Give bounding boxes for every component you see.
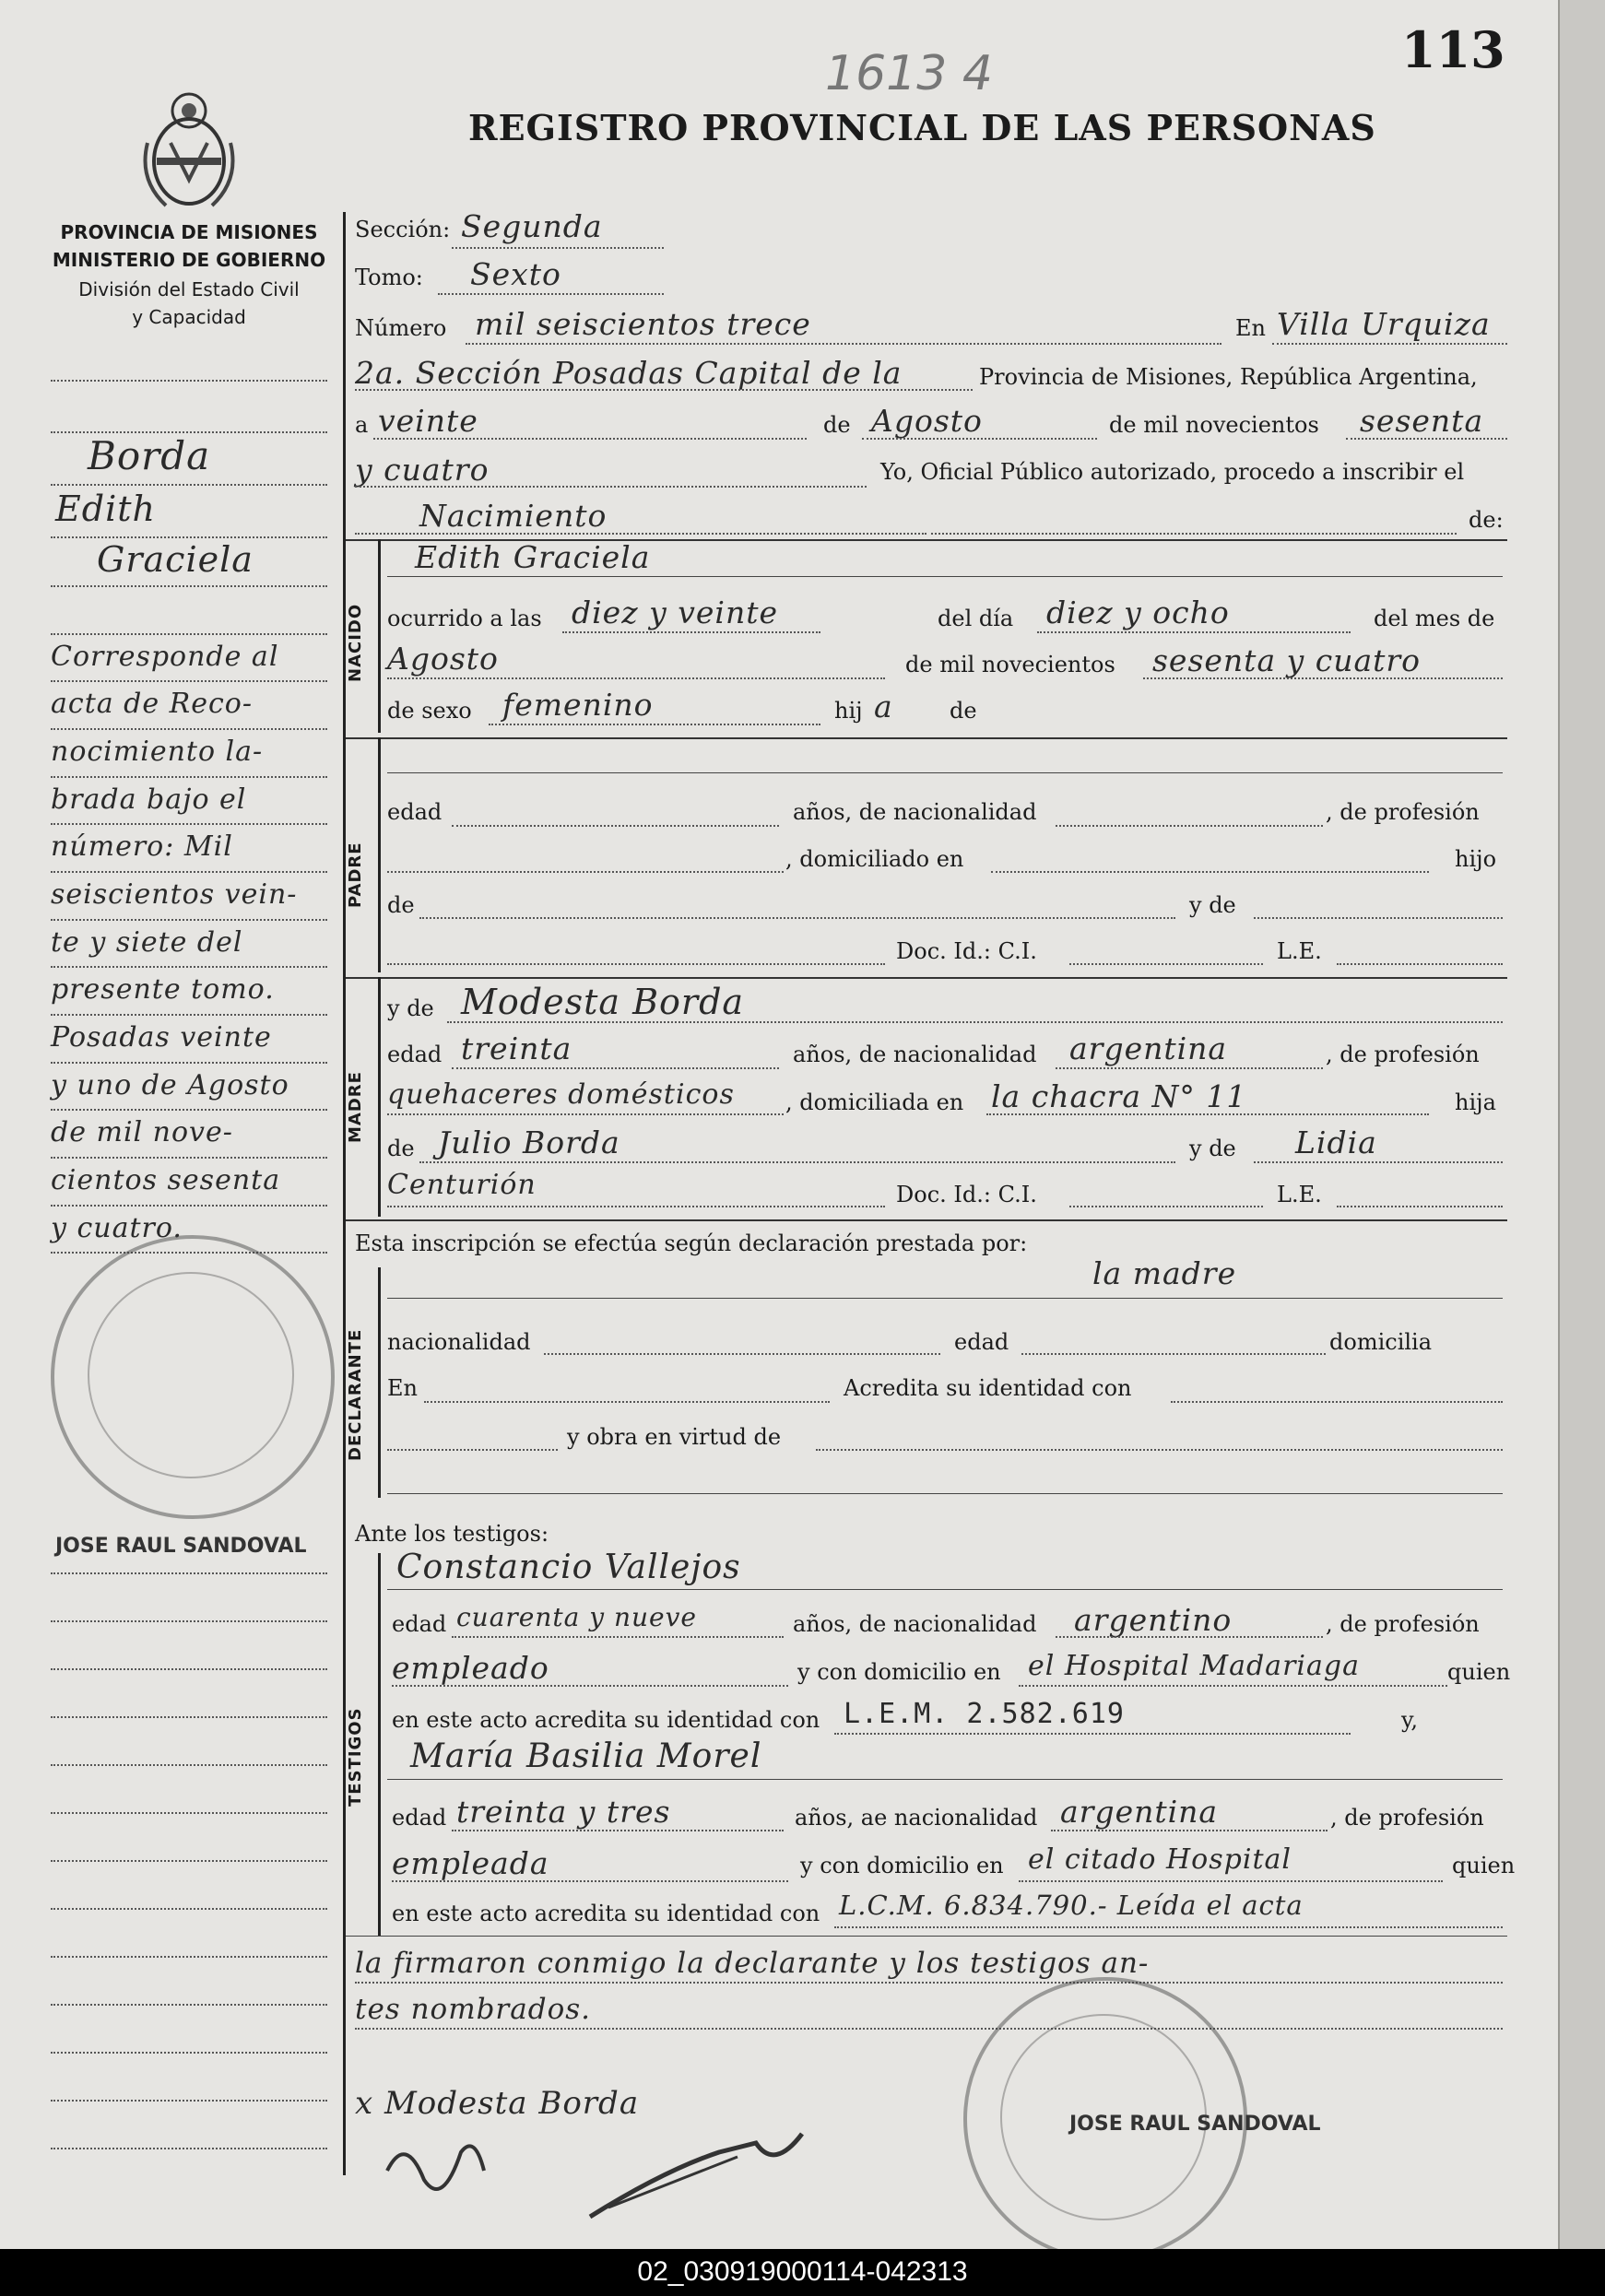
section-label-nacido: NACIDO <box>346 603 365 682</box>
label-a: a <box>355 412 369 438</box>
label-de-colon: de: <box>1469 507 1504 533</box>
entry-madre-de-madre: Lidia <box>1295 1124 1377 1160</box>
label-doc-madre: Doc. Id.: C.I. <box>896 1182 1037 1207</box>
section-label-testigos: TESTIGOS <box>346 1707 365 1807</box>
label-de-padres: de <box>950 698 977 724</box>
entry-profesion-testigo-2: empleada <box>392 1845 549 1881</box>
entry-domicilio-testigo-2: el citado Hospital <box>1028 1843 1292 1876</box>
label-de-madre: de <box>387 1136 415 1161</box>
label-anos-nac-testigo-2: años, ae nacionalidad <box>795 1805 1038 1831</box>
label-domiciliado-padre: , domiciliado en <box>785 846 964 872</box>
label-provincia: Provincia de Misiones, República Argentina, <box>979 364 1478 390</box>
signature-madre: x Modesta Borda <box>355 2085 640 2122</box>
stamp-signatory-name: JOSE RAUL SANDOVAL <box>55 1535 307 1558</box>
label-doc-padre: Doc. Id.: C.I. <box>896 938 1037 964</box>
label-y-de-madre-madre: y de <box>1189 1136 1236 1161</box>
label-edad-padre: edad <box>387 799 443 825</box>
label-ante-testigos: Ante los testigos: <box>355 1521 549 1547</box>
margin-note-line: te y siete del <box>51 926 243 959</box>
label-seccion: Sección: <box>355 217 451 242</box>
entry-domicilio-madre: la chacra N° 11 <box>991 1078 1247 1114</box>
label-domicilio-testigo-1: y con domicilio en <box>797 1659 1001 1685</box>
label-acredita-testigo-1: en este acto acredita su identidad con <box>392 1707 820 1733</box>
label-del-dia: del día <box>938 606 1014 631</box>
label-inscripcion: Esta inscripción se efectúa según declaración prestada por: <box>355 1230 1028 1256</box>
label-edad-testigo-2: edad <box>392 1805 447 1831</box>
entry-seccion: Segunda <box>461 208 603 244</box>
entry-hij-suffix: a <box>874 689 893 724</box>
label-quien-testigo-1: quien <box>1447 1659 1511 1685</box>
label-quien-testigo-2: quien <box>1452 1853 1516 1878</box>
column-divider <box>343 212 346 2175</box>
adjacent-page-edge <box>1558 0 1605 2249</box>
label-nacionalidad-declarante: nacionalidad <box>387 1329 531 1355</box>
entry-numero: mil seiscientos trece <box>475 306 811 342</box>
label-le-madre: L.E. <box>1277 1182 1322 1207</box>
label-profesion-testigo-2: , de profesión <box>1330 1805 1484 1831</box>
entry-edad-madre: treinta <box>461 1030 572 1066</box>
entry-nac-madre: argentina <box>1069 1030 1228 1066</box>
scan-file-id: 02_030919000114-042313 <box>637 2256 968 2287</box>
label-y-comma: y, <box>1401 1707 1418 1733</box>
entry-hora: diez y veinte <box>572 595 778 630</box>
ministry-heading: MINISTERIO DE GOBIERNO <box>52 249 326 271</box>
entry-mes-nacimiento: Agosto <box>387 641 499 677</box>
signature-scribbles-icon <box>369 2115 1033 2226</box>
label-domicilia-declarante: domicilia <box>1329 1329 1433 1355</box>
label-en: En <box>1235 315 1266 341</box>
entry-cierre-1: la firmaron conmigo la declarante y los testigos an- <box>355 1947 1150 1980</box>
label-de-mil-novecientos-nac: de mil novecientos <box>905 652 1115 677</box>
entry-nac-testigo-2: argentina <box>1060 1794 1219 1830</box>
entry-nac-testigo-1: argentino <box>1074 1602 1233 1638</box>
margin-note-line: seiscientos vein- <box>51 878 298 911</box>
entry-profesion-madre: quehaceres domésticos <box>387 1078 735 1111</box>
label-de-sexo: de sexo <box>387 698 472 724</box>
entry-madre-de-madre-apellido: Centurión <box>387 1169 537 1201</box>
folio-number: 113 <box>1401 20 1505 79</box>
stamp-signatory-name-right: JOSE RAUL SANDOVAL <box>1069 2113 1321 2136</box>
entry-anio-nacimiento: sesenta y cuatro <box>1152 642 1422 678</box>
entry-lugar-2: 2a. Sección Posadas Capital de la <box>355 355 903 391</box>
label-domicilio-testigo-2: y con domicilio en <box>800 1853 1004 1878</box>
entry-dia-nacimiento: diez y ocho <box>1046 595 1230 630</box>
coat-of-arms-icon <box>138 88 240 212</box>
label-en-declarante: En <box>387 1375 418 1401</box>
margin-note-line: presente tomo. <box>51 973 275 1006</box>
page-title: REGISTRO PROVINCIAL DE LAS PERSONAS <box>468 107 1376 148</box>
label-hija: hija <box>1455 1089 1496 1115</box>
label-oficial-publico: Yo, Oficial Público autorizado, procedo a inscribir el <box>880 459 1465 485</box>
label-de-padre: de <box>387 892 415 918</box>
entry-doc-testigo-2: L.C.M. 6.834.790.- Leída el acta <box>839 1890 1304 1921</box>
label-edad-declarante: edad <box>954 1329 1009 1355</box>
entry-anio-acta-2: y cuatro <box>355 452 490 488</box>
label-y-obra: y obra en virtud de <box>567 1424 782 1450</box>
label-de: de <box>823 412 851 438</box>
section-label-declarante: DECLARANTE <box>346 1328 365 1461</box>
margin-given-name-1: Edith <box>55 489 156 529</box>
margin-note-line: acta de Reco- <box>51 688 254 720</box>
entry-doc-testigo-1: L.E.M. 2.582.619 <box>844 1698 1125 1730</box>
label-y-de-padre: y de <box>1189 892 1236 918</box>
entry-dia-acta: veinte <box>378 403 478 439</box>
entry-sexo: femenino <box>502 687 654 723</box>
entry-tomo: Sexto <box>470 256 561 292</box>
entry-cierre-2: tes nombrados. <box>355 1993 592 2026</box>
division-heading: División del Estado Civil <box>78 278 300 300</box>
label-ocurrido: ocurrido a las <box>387 606 542 631</box>
label-hijo: hijo <box>1455 846 1497 872</box>
label-tomo: Tomo: <box>355 265 423 290</box>
entry-lugar-1: Villa Urquiza <box>1277 306 1491 342</box>
margin-note-line: Posadas veinte <box>51 1021 272 1054</box>
entry-edad-testigo-2: treinta y tres <box>456 1794 671 1830</box>
label-numero: Número <box>355 315 447 341</box>
entry-testigo-1: Constancio Vallejos <box>396 1548 741 1586</box>
label-acredita-declarante: Acredita su identidad con <box>844 1375 1132 1401</box>
label-acredita-testigo-2: en este acto acredita su identidad con <box>392 1901 820 1926</box>
entry-edad-testigo-1: cuarenta y nueve <box>456 1602 697 1632</box>
entry-profesion-testigo-1: empleado <box>392 1650 549 1686</box>
label-del-mes: del mes de <box>1374 606 1495 631</box>
entry-nombre-madre: Modesta Borda <box>461 982 745 1022</box>
label-anos-nac-testigo-1: años, de nacionalidad <box>793 1611 1037 1637</box>
margin-surname: Borda <box>88 433 211 478</box>
capacity-heading: y Capacidad <box>132 306 246 328</box>
entry-declarante: la madre <box>1092 1255 1237 1291</box>
label-profesion-padre: , de profesión <box>1326 799 1480 825</box>
margin-given-name-2: Graciela <box>97 539 254 580</box>
margin-note-line: brada bajo el <box>51 783 247 816</box>
label-anos-nac-madre: años, de nacionalidad <box>793 1042 1037 1067</box>
label-edad-testigo-1: edad <box>392 1611 447 1637</box>
province-heading: PROVINCIA DE MISIONES <box>60 221 318 243</box>
entry-mes-acta: Agosto <box>871 403 983 439</box>
label-hij: hij <box>834 698 863 724</box>
label-de-mil-novecientos: de mil novecientos <box>1109 412 1319 438</box>
entry-tipo-acto: Nacimiento <box>419 498 608 534</box>
margin-note-line: nocimiento la- <box>51 736 264 768</box>
margin-note-line: Corresponde al <box>51 641 279 673</box>
margin-note-line: número: Mil <box>51 830 233 863</box>
label-le-padre: L.E. <box>1277 938 1322 964</box>
margin-note-line: y uno de Agosto <box>51 1069 289 1101</box>
label-edad-madre: edad <box>387 1042 443 1067</box>
entry-nombre-nacido: Edith Graciela <box>415 539 651 575</box>
entry-domicilio-testigo-1: el Hospital Madariaga <box>1028 1650 1360 1682</box>
entry-anio-acta-1: sesenta <box>1360 403 1484 439</box>
label-profesion-madre: , de profesión <box>1326 1042 1480 1067</box>
margin-note-line: y cuatro. <box>51 1212 183 1244</box>
label-y-de-madre: y de <box>387 995 434 1021</box>
section-label-padre: PADRE <box>346 842 365 908</box>
label-domiciliada-madre: , domiciliada en <box>785 1089 964 1115</box>
label-profesion-testigo-1: , de profesión <box>1326 1611 1480 1637</box>
section-label-madre: MADRE <box>346 1071 365 1143</box>
entry-testigo-2: María Basilia Morel <box>410 1737 762 1775</box>
handwritten-record-number: 1613 4 <box>825 46 993 101</box>
label-anos-nac-padre: años, de nacionalidad <box>793 799 1037 825</box>
margin-note-line: de mil nove- <box>51 1116 233 1148</box>
margin-note-line: cientos sesenta <box>51 1164 281 1196</box>
entry-padre-de-madre: Julio Borda <box>438 1124 620 1160</box>
